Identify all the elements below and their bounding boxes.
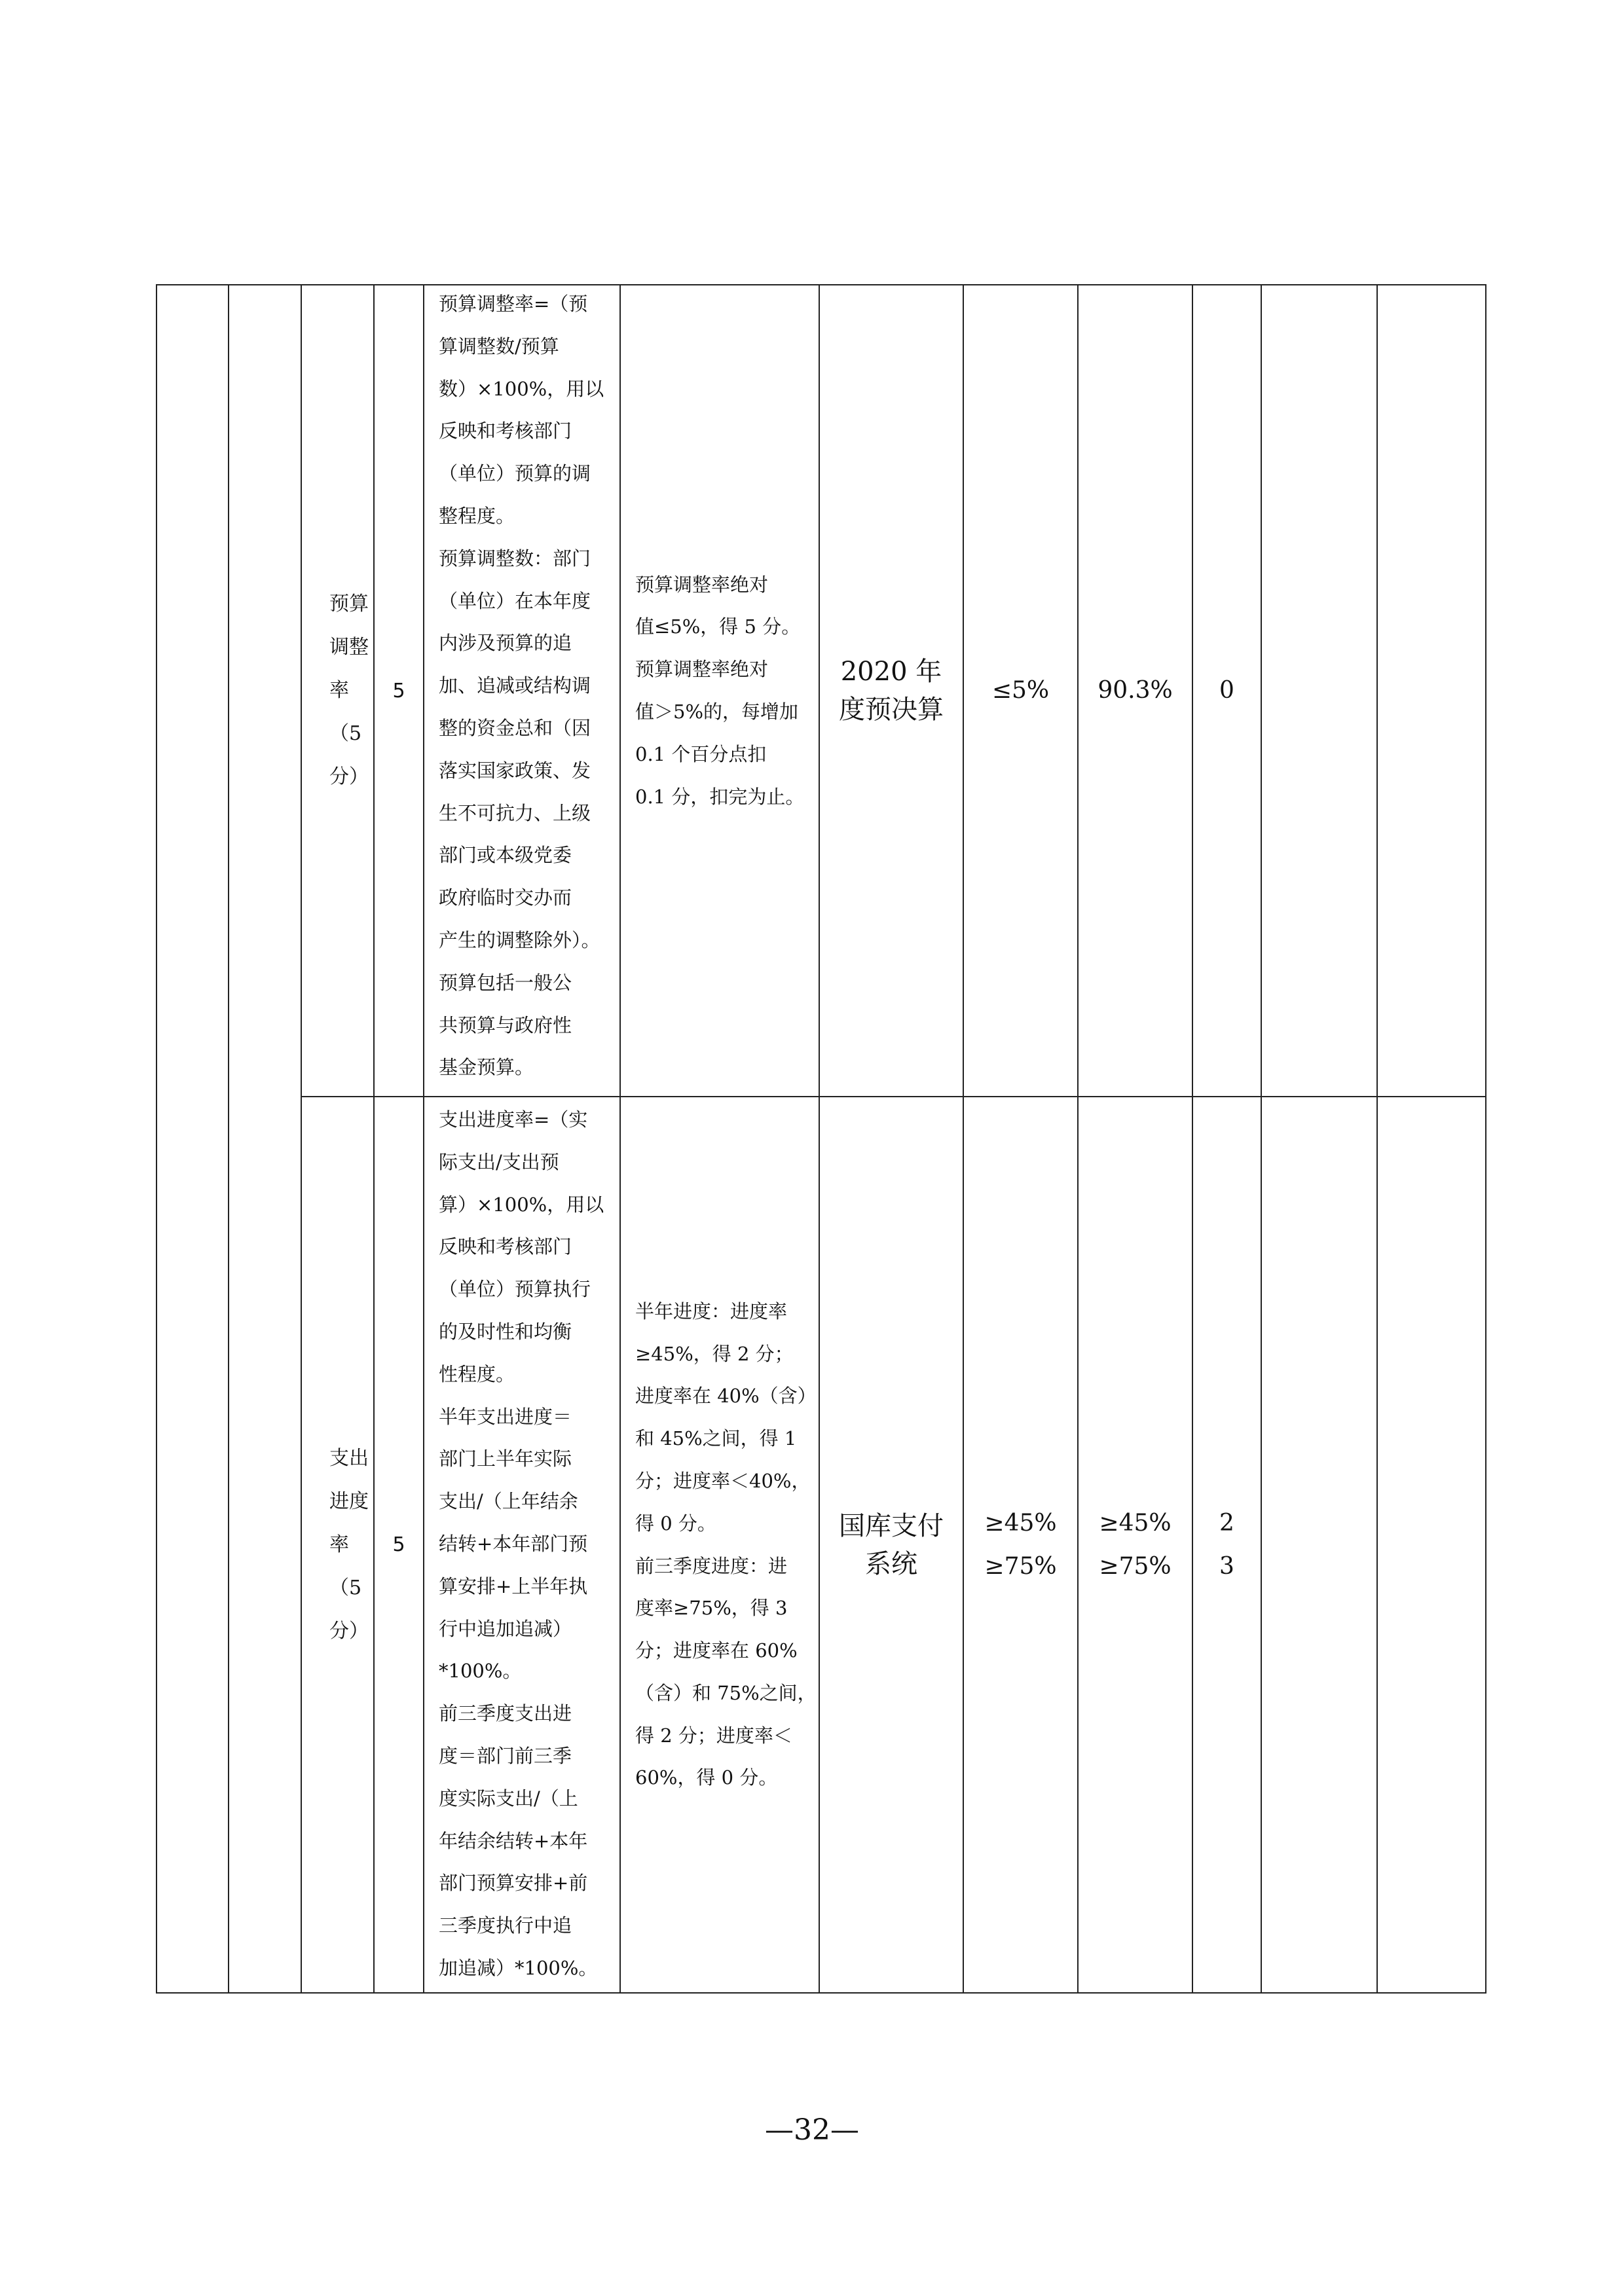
evaluation-table xyxy=(156,284,1486,1994)
data-source-cell: 国库支付 系统 xyxy=(819,1097,963,1993)
weight-cell: 5 xyxy=(374,285,424,1097)
data-source-cell: 2020 年 度预决算 xyxy=(819,285,963,1097)
target-value-cell: ≤5% xyxy=(963,285,1078,1097)
indicator-name-cell: 预算 调整 率 （5 分） xyxy=(301,285,374,1097)
scoring-standard-cell: 半年进度：进度率 ≥45%，得 2 分； 进度率在 40%（含） 和 45%之间，得 1 分；进度率＜40%， 得 0 分。 前三季度进度：进 度率≥75%，得 3 分；进度率在 60% （含）和 75%之间， 得 2 分；进度率＜ 60%，得 0 分。 xyxy=(620,1097,819,1993)
table-row xyxy=(157,285,1486,1097)
category-cell xyxy=(157,285,229,1993)
weight-cell: 5 xyxy=(374,1097,424,1993)
subcategory-cell xyxy=(229,285,301,1993)
scoring-standard-cell: 预算调整率绝对 值≤5%，得 5 分。 预算调整率绝对 值＞5%的，每增加 0.1 个百分点扣 0.1 分，扣完为止。 xyxy=(620,285,819,1097)
score-cell: 2 3 xyxy=(1192,1097,1261,1993)
actual-value-cell: 90.3% xyxy=(1078,285,1192,1097)
definition-cell: 预算调整率=（预 算调整数/预算 数）×100%，用以 反映和考核部门 （单位）预算的调 整程度。 预算调整数：部门 （单位）在本年度 内涉及预算的追 加、追减或结构调 整的资金总和（因 落实国家政策、发 生不可抗力、上级 部门或本级党委 政府临时交办而 产生的调整除外）。 预算包括一般公 共预算与政府性 基金预算。 xyxy=(424,285,620,1097)
empty-cell xyxy=(1261,285,1377,1097)
empty-cell xyxy=(1377,285,1486,1097)
empty-cell xyxy=(1377,1097,1486,1993)
actual-value-cell: ≥45% ≥75% xyxy=(1078,1097,1192,1993)
target-value-cell: ≥45% ≥75% xyxy=(963,1097,1078,1993)
indicator-name-cell: 支出 进度 率 （5 分） xyxy=(301,1097,374,1993)
table-row xyxy=(157,1097,1486,1993)
empty-cell xyxy=(1261,1097,1377,1993)
score-cell: 0 xyxy=(1192,285,1261,1097)
page-number: —32— xyxy=(765,2113,859,2147)
definition-cell: 支出进度率=（实 际支出/支出预 算）×100%，用以 反映和考核部门 （单位）预算执行 的及时性和均衡 性程度。 半年支出进度＝ 部门上半年实际 支出/（上年结余 结转+本年部门预 算安排+上半年执 行中追加追减） *100%。 前三季度支出进 度＝部门前三季 度实际支出/（上 年结余结转+本年 部门预算安排+前 三季度执行中追 加追减）*100%。 xyxy=(424,1097,620,1993)
